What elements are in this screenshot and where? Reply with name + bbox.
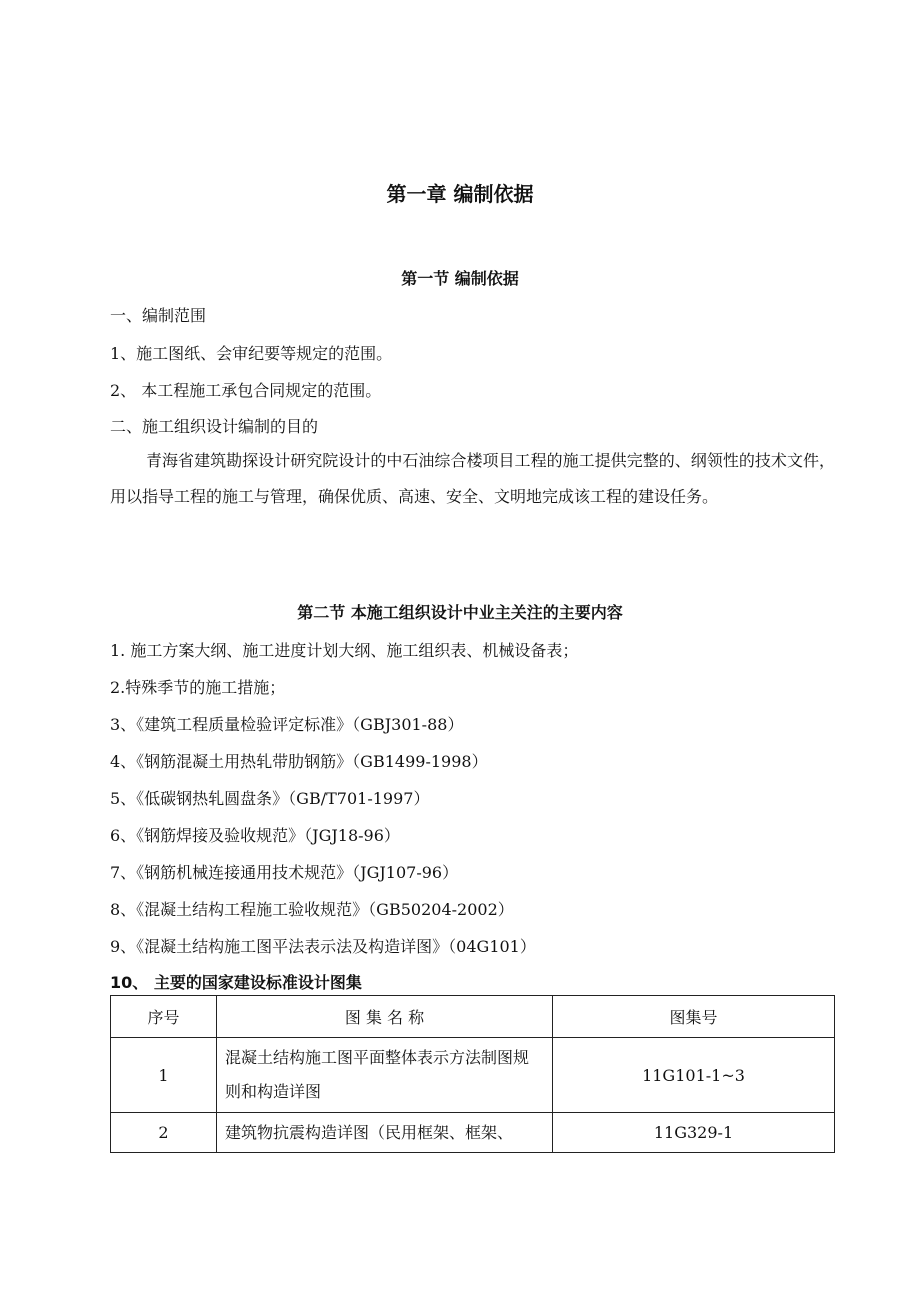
row-number: 1 [111, 1038, 217, 1113]
table-row [111, 1113, 835, 1153]
section2-item-4: 4、《钢筋混凝土用热轧带肋钢筋》（GB1499-1998） [110, 752, 488, 771]
row-name: 混凝土结构施工图平面整体表示方法制图规则和构造详图 [217, 1038, 553, 1113]
header-name: 图 集 名 称 [217, 996, 553, 1038]
row-number: 2 [111, 1113, 217, 1153]
table-row [111, 1038, 835, 1113]
section2-item-10: 10、 主要的国家建设标准设计图集 [110, 973, 362, 992]
atlas-table-wrapper [100, 995, 840, 1153]
section1-item-3: 2、 本工程施工承包合同规定的范围。 [110, 381, 382, 400]
section2-item-1: 1. 施工方案大纲、施工进度计划大纲、施工组织表、机械设备表； [110, 641, 579, 660]
table-header-row [111, 996, 835, 1038]
atlas-table [110, 995, 835, 1153]
row-name: 建筑物抗震构造详图（民用框架、框架、 [217, 1113, 553, 1153]
section2-item-2: 2.特殊季节的施工措施； [110, 678, 286, 697]
section1-title: 第一节 编制依据 [401, 269, 519, 288]
section2-item-6: 6、《钢筋焊接及验收规范》（JGJ18-96） [110, 826, 400, 845]
section2-item-9: 9、《混凝土结构施工图平法表示法及构造详图》（04G101） [110, 937, 536, 956]
row-code: 11G101-1~3 [553, 1038, 835, 1113]
section1-item-1: 一、编制范围 [110, 306, 207, 325]
section2-title: 第二节 本施工组织设计中业主关注的主要内容 [297, 603, 623, 622]
section2-item-3: 3、《建筑工程质量检验评定标准》（GBJ301-88） [110, 715, 464, 734]
purpose-paragraph: 青海省建筑勘探设计研究院设计的中石油综合楼项目工程的施工提供完整的、纲领性的技术文件，用以指导工程的施工与管理，确保优质、高速、安全、文明地完成该工程的建设任务。 [110, 451, 835, 506]
section2-item-5: 5、《低碳钢热轧圆盘条》（GB/T701-1997） [110, 789, 430, 808]
section2-item-8: 8、《混凝土结构工程施工验收规范》（GB50204-2002） [110, 900, 514, 919]
header-number: 序号 [111, 996, 217, 1038]
section1-item-2: 1、施工图纸、会审纪要等规定的范围。 [110, 344, 393, 363]
header-code: 图集号 [553, 996, 835, 1038]
row-code: 11G329-1 [553, 1113, 835, 1153]
section2-item-7: 7、《钢筋机械连接通用技术规范》（JGJ107-96） [110, 863, 459, 882]
section1-item-4: 二、施工组织设计编制的目的 [110, 417, 319, 436]
chapter-title: 第一章 编制依据 [386, 182, 534, 206]
